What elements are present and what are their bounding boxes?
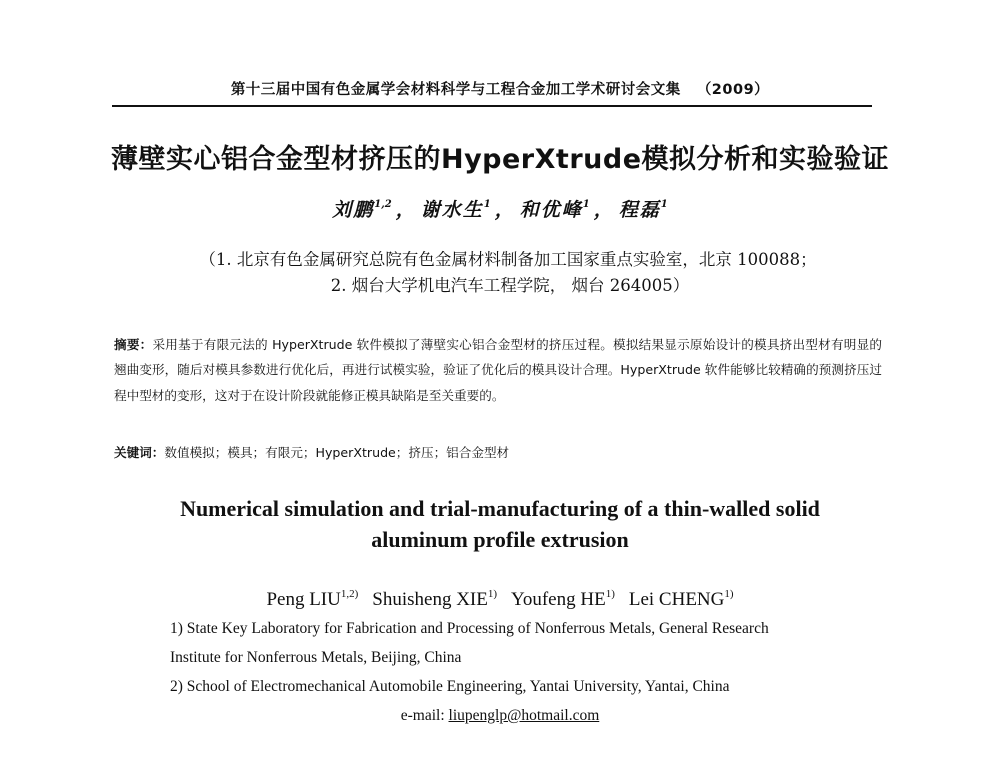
running-header — [0, 78, 1000, 99]
en-affiliation-1-line-1: 1) State Key Laboratory for Fabrication and Processing of Nonferrous Metals, General Research — [170, 620, 769, 637]
cn-author-3: 和优峰$^1$ — [519, 199, 590, 221]
english-authors — [0, 588, 1000, 611]
cn-affiliation-2: 2. 烟台大学机电汽车工程学院， 烟台 264005） — [330, 276, 690, 295]
en-affiliation-2: 2) School of Electromechanical Automobile Engineering, Yantai University, Yantai, China — [170, 678, 730, 695]
header-rule — [112, 105, 872, 107]
en-affiliation-1-line-2: Institute for Nonferrous Metals, Beijing, China — [170, 649, 462, 666]
chinese-title: 薄壁实心铝合金型材挤压的HyperXtrude模拟分析和实验验证 — [110, 144, 890, 175]
abstract-text: 采用基于有限元法的 HyperXtrude 软件模拟了薄壁实心铝合金型材的挤压过程。模拟结果显示原始设计的模具挤出型材有明显的翘曲变形，随后对模具参数进行优化后，再进行试模实验，验证了优化后的模具设计合理。HyperXtrude 软件能够比较精确的预测挤压过程中型材的变形，这对于在设计阶段就能修正模具缺陷是至关重要的。 — [114, 337, 882, 403]
proceedings-title: 第十三届中国有色金属学会材料科学与工程合金加工学术研讨会文集 — [230, 82, 681, 98]
en-author-1: Peng LIU$^{1,2)}$ — [266, 588, 359, 610]
chinese-keywords — [114, 442, 882, 461]
en-author-2: Shuisheng XIE$^{1)}$ — [372, 588, 498, 610]
english-title-line-1: Numerical simulation and trial-manufacturing of a thin-walled solid — [180, 496, 820, 521]
contact-email — [0, 707, 1000, 725]
cn-author-1: 刘鹏$^{1,2}$ — [332, 199, 392, 221]
proceedings-year: （2009） — [696, 82, 770, 98]
en-author-3: Youfeng HE$^{1)}$ — [511, 588, 615, 610]
chinese-abstract — [114, 332, 882, 408]
email-label: e-mail: — [400, 707, 449, 724]
chinese-authors: 刘鹏$^{1,2}$ ， 谢水生$^1$ ， 和优峰$^1$ ， 程磊$^1$ — [332, 199, 668, 221]
email-link[interactable]: liupenglp@hotmail.com — [448, 707, 600, 724]
cn-affiliation-1: （1. 北京有色金属研究总院有色金属材料制备加工国家重点实验室，北京 100088； — [199, 250, 817, 269]
en-author-4: Lei CHENG$^{1)}$ — [628, 588, 734, 610]
keywords-text: 数值模拟；模具；有限元；HyperXtrude；挤压；铝合金型材 — [164, 445, 510, 460]
english-title — [0, 493, 1000, 555]
cn-author-2: 谢水生$^1$ — [420, 199, 491, 221]
abstract-label: 摘要： — [114, 337, 153, 352]
keywords-label: 关键词： — [114, 445, 165, 460]
english-title-line-2: aluminum profile extrusion — [371, 527, 629, 552]
cn-author-4: 程磊$^1$ — [618, 199, 668, 221]
